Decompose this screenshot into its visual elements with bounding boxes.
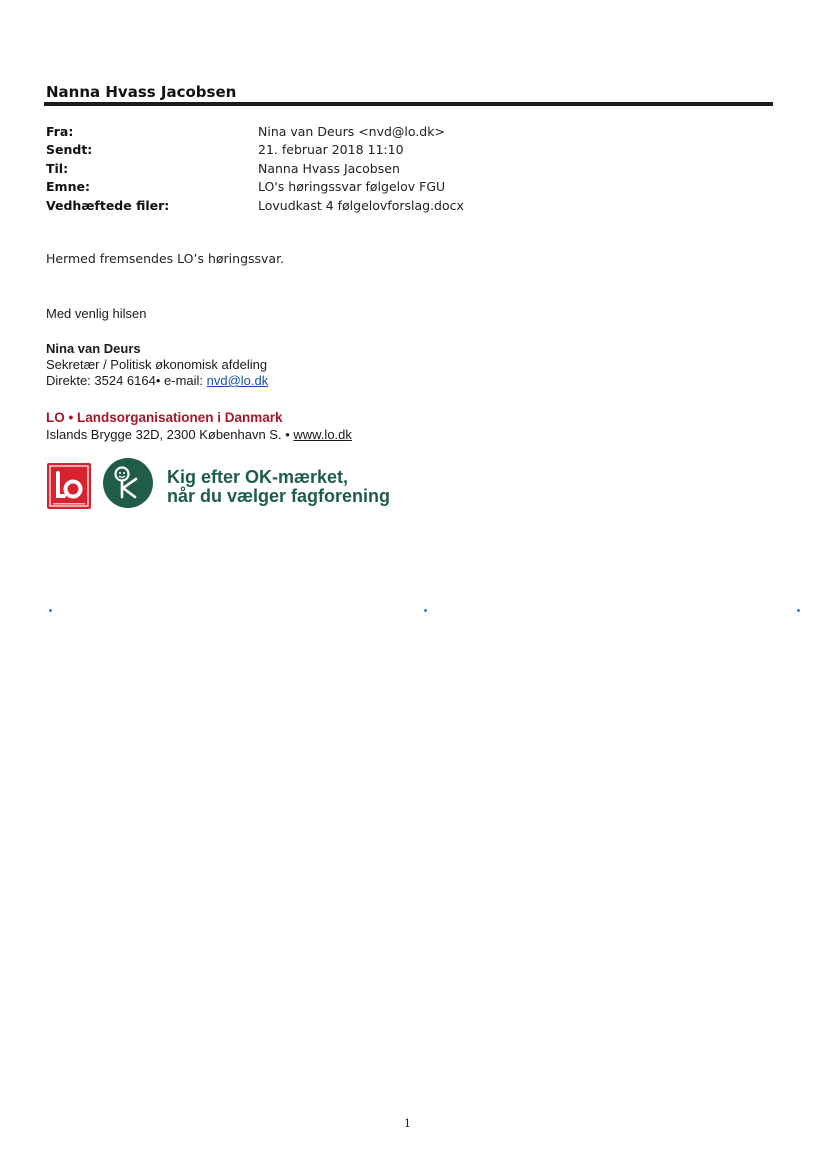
page-number: 1	[404, 1117, 411, 1130]
header-row-sent	[46, 141, 746, 160]
signature-title: Sekretær / Politisk økonomisk afdeling	[46, 357, 268, 372]
email-body: Hermed fremsendes LO’s høringssvar.	[46, 251, 285, 266]
signature-phone-line	[46, 373, 268, 389]
organization-address: Islands Brygge 32D, 2300 København S. •	[46, 427, 294, 442]
from-label: Fra:	[46, 123, 74, 139]
slogan-line-2: når du vælger fagforening	[167, 486, 391, 506]
header-divider	[44, 102, 773, 106]
lo-logo-mark	[47, 463, 91, 509]
header-row-subject	[46, 178, 746, 197]
mailbox-owner-name: Nanna Hvass Jacobsen	[46, 83, 237, 101]
slogan-line-1: Kig efter OK-mærket,	[167, 467, 349, 487]
subject-label: Emne:	[46, 179, 90, 195]
header-row-to	[46, 159, 746, 178]
from-value: Nina van Deurs <nvd@lo.dk>	[258, 123, 445, 139]
signature-email-link[interactable]: nvd@lo.dk	[206, 373, 269, 388]
attachments-label: Vedhæftede filer:	[46, 197, 170, 213]
header-row-attachments	[46, 196, 746, 215]
signature-contact	[46, 341, 268, 389]
organization-name: LO • Landsorganisationen i Danmark	[46, 410, 283, 425]
sent-label: Sendt:	[46, 142, 93, 158]
email-header-fields	[46, 122, 746, 215]
header-row-from	[46, 122, 746, 141]
scan-artifact-dot	[424, 609, 427, 612]
to-value: Nanna Hvass Jacobsen	[258, 160, 400, 176]
scan-artifact-dot	[797, 609, 800, 612]
attachment-filename: Lovudkast 4 følgelovforslag.docx	[258, 197, 464, 213]
ok-slogan	[167, 468, 390, 506]
lo-logo	[47, 463, 91, 509]
subject-value: LO's høringssvar følgelov FGU	[258, 179, 446, 195]
scan-artifact-dot	[49, 609, 52, 612]
ok-mark-icon	[102, 457, 154, 509]
sent-value: 21. februar 2018 11:10	[258, 142, 404, 158]
organization-address-line	[46, 426, 352, 443]
to-label: Til:	[46, 160, 69, 176]
website-link[interactable]: www.lo.dk	[293, 427, 352, 442]
signature-phone: Direkte: 3524 6164• e-mail:	[46, 373, 207, 388]
ok-logo	[102, 457, 154, 509]
signature-name: Nina van Deurs	[46, 341, 141, 356]
signature-organization	[46, 409, 352, 443]
signature-greeting: Med venlig hilsen	[46, 306, 147, 321]
